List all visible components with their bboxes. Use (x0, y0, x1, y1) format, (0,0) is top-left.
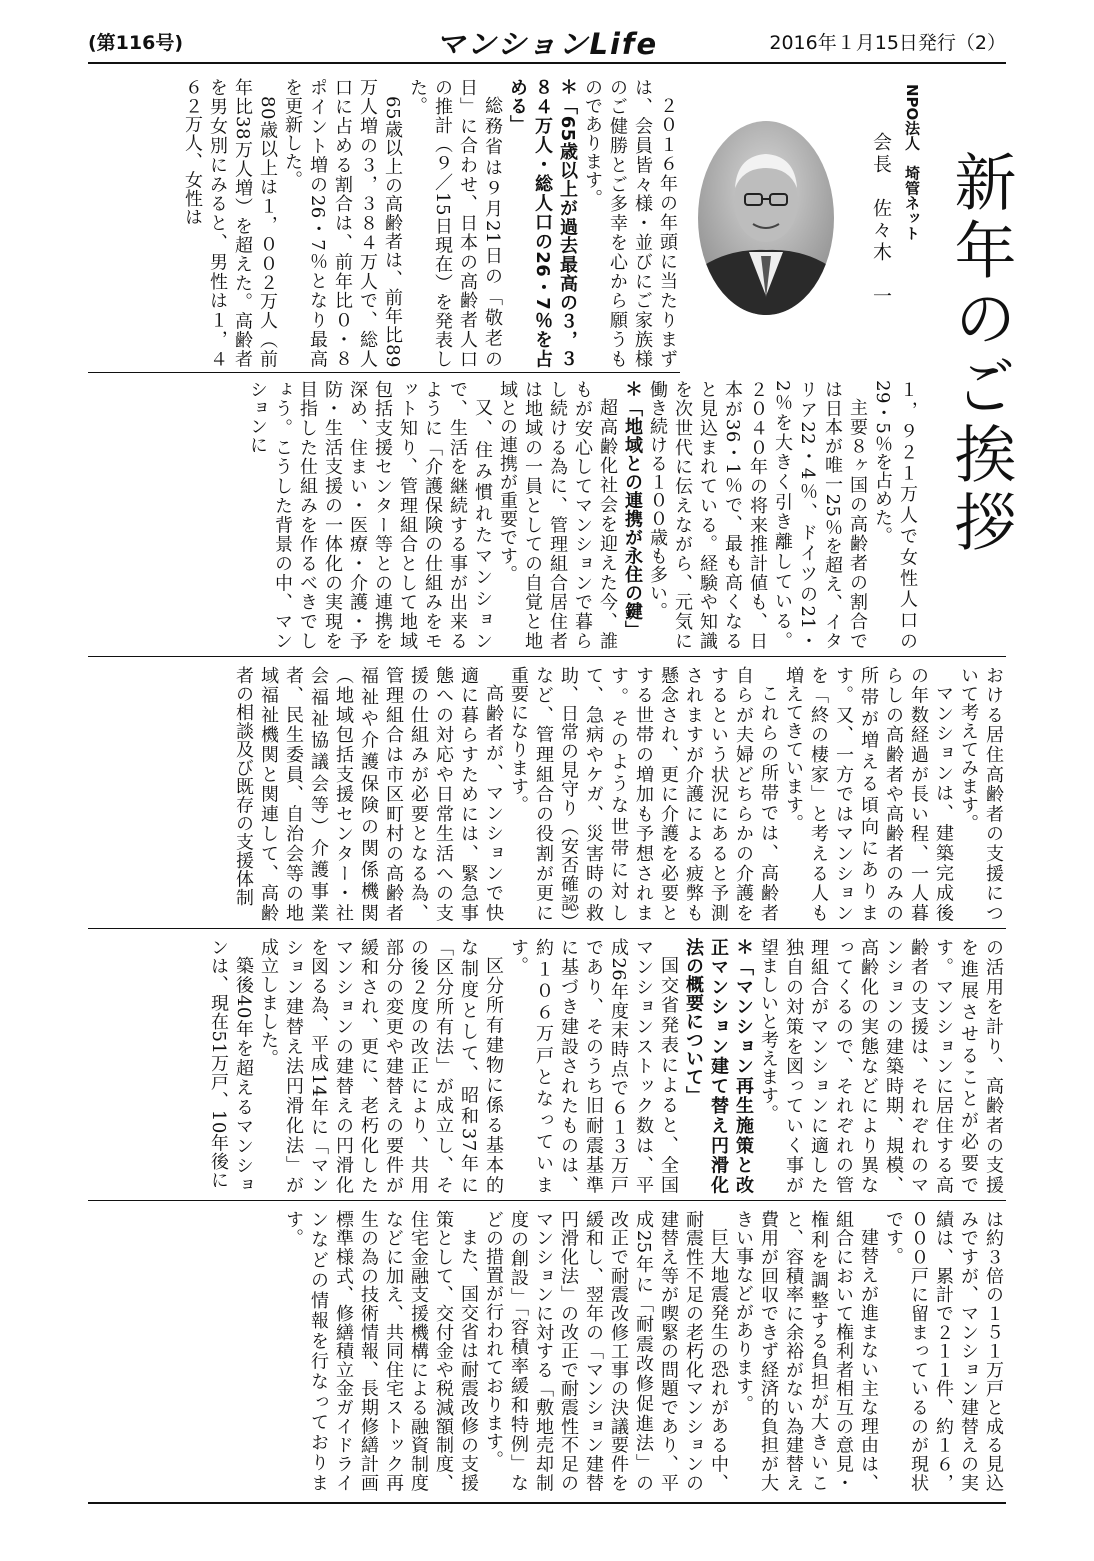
paragraph: 65歳以上の高齢者は、前年比89万人増の３，３８４万人で、総人口に占める割合は、前年比０・８ポイント増の26・7％となり最高を更新した。 (282, 78, 403, 368)
section-divider (88, 928, 1006, 929)
paragraph: １，９２１万人で女性人口の29・5％を占めた。 (872, 380, 918, 650)
paragraph: 高齢者が、マンションで快適に暮らすためには、緊急事態への対応や日常生活への支援の仕組みが必要となる為、管理組合は市区町村の高齢者福祉や介護保険の関係機関（地域包括支援センター・社会福祉協議会等）介護事業者、民生委員、自治会等の地域福祉機関と関連して、高齢者の相談及び既存の支援体制 (233, 666, 504, 922)
portrait-photo (697, 120, 835, 316)
paragraph: これらの所帯では、高齢者自らが夫婦どちらかの介護をするという状況にあると予測されますが介護による疲弊も懸念され、更に介護を必要とする世帯の増加も予想されます。そのような世帯に対して、急病やケガ、災害時の救助、日常の見守り（安否確認）など、管理組合の役割が更に重要になります。 (508, 666, 779, 922)
article-section-1 (88, 78, 680, 368)
article-title: 新年のご挨拶 (944, 150, 1017, 558)
issue-number: (第116号) (88, 32, 184, 54)
paragraph: 超高齢化社会を迎えた今、誰もが安心してマンションで暮らし続ける為に、管理組合居住者は地域の一員としての自覚と地域との連携が重要です。 (497, 380, 618, 650)
paragraph: おける居住高齢者の支援について考えてみます。 (958, 666, 1004, 922)
paragraph: は約３倍の１５１万戸と成る見込みですが、マンション建替えの実績は、累計で２１１件、約１６，０００戸に留まっているのが現状です。 (883, 1210, 1004, 1492)
section-divider (88, 372, 680, 373)
page-header (88, 24, 1006, 61)
paragraph: 主要８ヶ国の高齢者の割合では日本が唯一25％を超え、イタリア22・4％、ドイツの21・2％を大きく引き離している。２０４０年の将来推計値も、日本が36・1％で、最も高くなると見込まれている。経験や知識を次世代に伝えながら、元気に働き続ける１００歳も多い。 (647, 380, 868, 650)
section-divider (88, 1200, 1006, 1201)
paragraph: 建替えが進まない主な理由は、組合において権利者相互の意見・権利を調整する負担が大きいこと、容積率に余裕がない為建替え費用が回収できず経済的負担が大きい事などがあります。 (733, 1210, 879, 1492)
section-heading: ＊「65歳以上が過去最高の３，３８４万人・総人口の26・7％を占める」 (507, 78, 578, 368)
article-section-4 (88, 938, 1006, 1194)
masthead-logo: マンションLife (435, 27, 659, 61)
section-heading: ＊「地域との連携が永住の鍵」 (622, 380, 643, 639)
footer-rule (88, 1502, 1006, 1504)
paragraph: 巨大地震発生の恐れがある中、耐震性不足の老朽化マンションの建替え等が喫緊の問題であり、平成25年に「耐震改修促進法」の改正で耐震改修工事の決議要件を緩和し、翌年の「マンション建替円滑化法」の改正で耐震性不足のマンションに対する「敷地売却制度の創設」「容積率緩和特例」などの措置が行われております。 (483, 1210, 729, 1492)
paragraph: 総務省は９月21日の「敬老の日」に合わせ、日本の高齢者人口の推計（９／15日現在）を発表した。 (407, 78, 503, 368)
article-section-5 (88, 1210, 1006, 1492)
issue-date: 2016年１月15日発行（2） (769, 32, 1006, 54)
paragraph: 80歳以上は１，００２万人（前年比38万人増）を超えた。高齢者を男女別にみると、男性は１，４６２万人、女性は (182, 78, 278, 368)
section-divider (88, 656, 1006, 657)
byline (836, 84, 926, 374)
paragraph: 区分所有建物に係る基本的な制度として、昭和37年に「区分所有法」が成立し、その後２度の改正により、共用部分の変更や建替えの要件が緩和され、更に、老朽化したマンションの建替えの円滑化を図る為、平成14年に「マンション建替え法円滑化法」が成立しました。 (258, 938, 504, 1194)
section-heading: ＊「マンション再生施策と改正マンション建て替え円滑化法の概要について」 (683, 938, 754, 1194)
article-section-3 (88, 666, 1006, 922)
article-section-2 (88, 380, 920, 650)
paragraph: の活用を計り、高齢者の支援を進展させることが必要です。マンションに居住する高齢者の支援は、それぞれのマンションの建築時期、規模、高齢化の実態などにより異なってくるので、それぞれの管理組合がマンションに適した独自の対策を図っていく事が望ましいと考えます。 (758, 938, 1004, 1194)
paragraph: 築後40年を超えるマンションは、現在51万戸、10年後に (208, 938, 254, 1194)
paragraph: 又、住み慣れたマンションで、生活を継続する事が出来るように「介護保険の仕組みをモット知り、管理組合として地域包括支援センター等との連携を深め、住まい・医療・介護・予防・生活支援の一体化の実現を目指した仕組みを作るべきでしょう。こうした背景の中、マンションに (247, 380, 493, 650)
paragraph: ２０１６年の年頭に当たりまずは、会員皆々様・並びにご家族様のご健勝とご多幸を心から願うものであります。 (582, 78, 678, 368)
header-rule (88, 62, 1006, 64)
paragraph: マンションは、建築完成後の年数経過が長い程、一人暮らしの高齢者や高齢者のみの所帯が増える頃向にあります。又、一方ではマンションを「終の棲家」と考える人も増えてきています。 (783, 666, 954, 922)
byline-name: 会長 佐々木 一 (870, 132, 892, 308)
paragraph: また、国交省は耐震改修の支援策として、交付金や税減額制度、住宅金融支援機構による融資制度などに加え、共同住宅ストック再生の為の技術情報、長期修繕計画標準様式、修繕積立金ガイドラインなどの情報を行なっております。 (283, 1210, 479, 1492)
paragraph: 国交省発表によると、全国マンションストック数は、平成26年度末時点で６１３万戸であり、そのうち旧耐震基準に基づき建設されたものは、約１０６万戸となっています。 (508, 938, 679, 1194)
byline-organization: NPO法人 埼管ネット (903, 84, 921, 241)
